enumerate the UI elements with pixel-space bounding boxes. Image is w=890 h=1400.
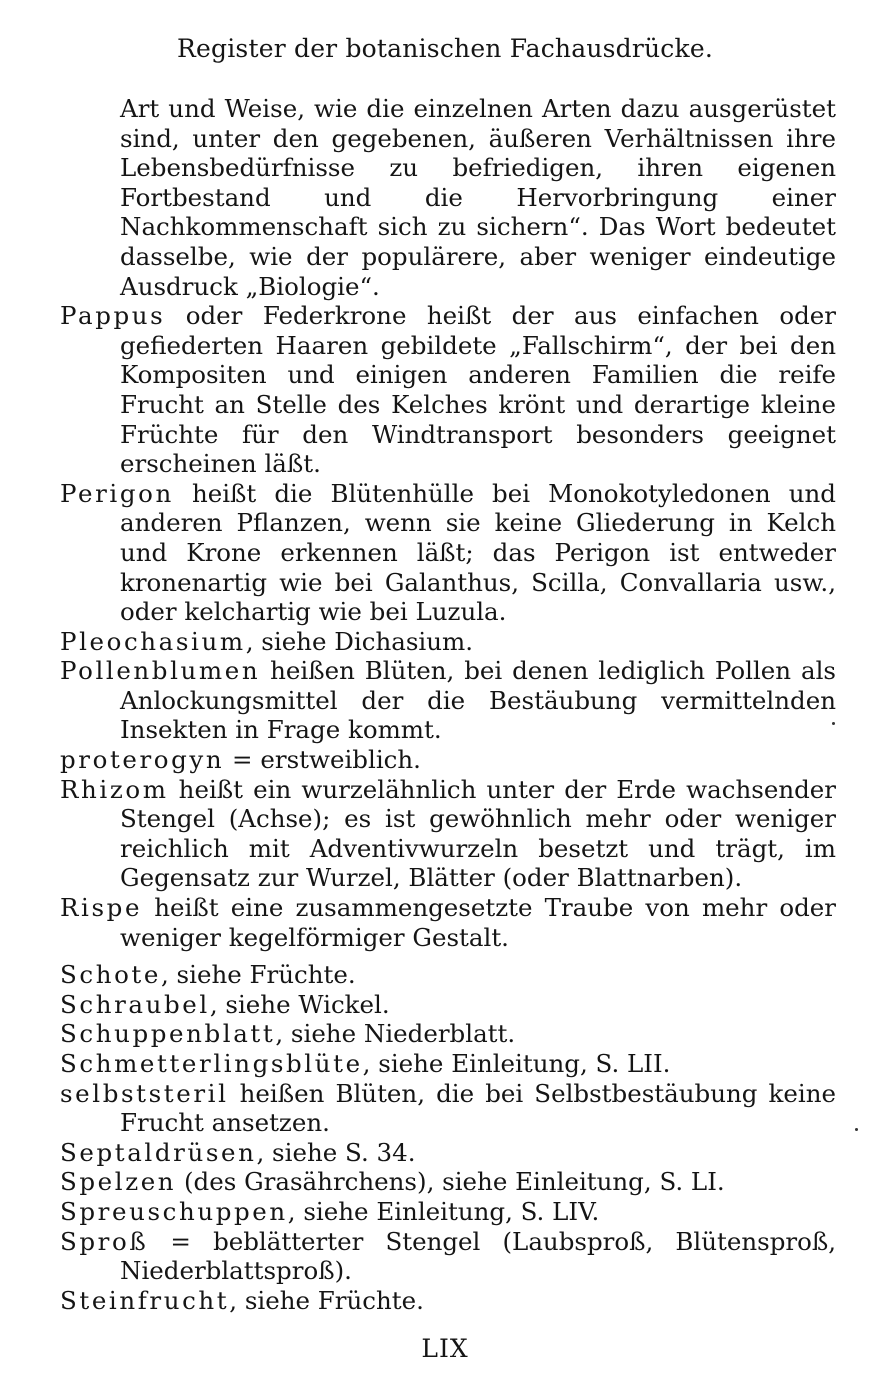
entry-text: = erstweiblich. — [224, 745, 421, 775]
page-number: LIX — [421, 1334, 469, 1363]
entry-text: , siehe Dichasium. — [245, 626, 474, 656]
running-title: Register der botanischen Fachausdrücke. — [177, 34, 713, 63]
entry-term: Pleochasium — [60, 626, 246, 656]
entry-term: Schuppenblatt — [60, 1019, 276, 1049]
entry-term: Schmetterlingsblüte — [60, 1049, 363, 1078]
entry-term: Schote — [60, 960, 161, 990]
entry-text: , siehe S. 34. — [256, 1137, 416, 1167]
entry-term: Pollenblumen — [60, 656, 261, 686]
entry-term: proterogyn — [60, 745, 225, 775]
print-speck — [855, 1128, 858, 1131]
entry-text: heißen Blüten, bei denen lediglich Pollen als Anlockungsmittel der die Bestäubung vermittelnden Insekten in Frage kommt. — [120, 656, 836, 745]
entry-text: , siehe Einleitung, S. LII. — [362, 1049, 671, 1078]
entry-text: (des Grasährchens), siehe Einleitung, S. LI. — [176, 1167, 725, 1197]
glossary-entry-schote — [60, 960, 836, 990]
glossary-entry-proterogyn — [60, 745, 836, 775]
glossary-entry-septaldruesen — [60, 1138, 836, 1168]
glossary-entry-spreuschuppen — [60, 1197, 836, 1227]
glossary-entry-selbststeril — [60, 1079, 836, 1138]
entry-term: Rhizom — [60, 774, 169, 804]
entry-text: , siehe Früchte. — [229, 1285, 424, 1315]
glossary-entry-schuppenblatt — [60, 1019, 836, 1049]
glossary-entry-spelzen — [60, 1167, 836, 1197]
glossary-entry-schraubel — [60, 990, 836, 1020]
glossary-entry-rhizom — [60, 775, 836, 893]
glossary-entry-steinfrucht — [60, 1286, 836, 1316]
entry-text: heißt ein wurzelähnlich unter der Erde wachsender Stengel (Achse); es ist gewöhnlich mehr oder weniger reichlich mit Adventivwurzeln besetzt und trägt, im Gegensatz zur Wurzel, Blätter (oder Blattnarben). — [120, 774, 836, 893]
entry-term: Spelzen — [60, 1167, 177, 1197]
glossary-entry-pollenblumen — [60, 656, 836, 745]
entry-term: Pappus — [60, 301, 166, 331]
entry-text: , siehe Einleitung, S. LIV. — [287, 1196, 600, 1226]
entry-text: heißt die Blütenhülle bei Monokotyledonen und anderen Pflanzen, wenn sie keine Gliederung in Kelch und Krone erkennen läßt; das Perigon ist entweder kronenartig wie bei Galanthus, Scilla, Convallaria usw., oder kelchartig wie bei Luzula. — [120, 478, 836, 627]
glossary-entry-pleochasium — [60, 627, 836, 657]
entry-term: Schraubel — [60, 989, 210, 1019]
glossary-body — [60, 94, 836, 1315]
entry-term: Perigon — [60, 478, 174, 508]
entry-term: Septaldrüsen — [60, 1137, 257, 1167]
entry-text: , siehe Niederblatt. — [275, 1019, 516, 1049]
entry-text: = beblätterter Stengel (Laubsproß, Blütensproß, Niederblattsproß). — [120, 1226, 836, 1286]
glossary-entry-spross — [60, 1227, 836, 1286]
glossary-entry-schmetterlingsbluete — [60, 1049, 836, 1079]
entry-text: , siehe Früchte. — [160, 960, 356, 990]
entry-text: heißt eine zusammengesetzte Traube von mehr oder weniger kegelförmiger Gestalt. — [120, 893, 836, 952]
print-speck — [832, 722, 835, 725]
glossary-entry-perigon — [60, 479, 836, 627]
entry-text: heißen Blüten, die bei Selbstbestäubung keine Frucht ansetzen. — [120, 1078, 836, 1138]
entry-term: Steinfrucht — [60, 1285, 230, 1315]
entry-text: , siehe Wickel. — [209, 989, 390, 1019]
continuation-paragraph: Art und Weise, wie die einzelnen Arten dazu ausgerüstet sind, unter den gegebenen, äußeren Verhältnissen ihre Lebensbedürfnisse zu befriedigen, ihren eigenen Fortbestand und die Hervorbringung einer Nachkommenschaft sich zu sichern“. Das Wort bedeutet dasselbe, wie der populärere, aber weniger eindeutige Ausdruck „Biologie“. — [120, 94, 836, 301]
entry-term: Rispe — [60, 893, 143, 923]
entry-term: Sproß — [60, 1226, 149, 1256]
entry-term: Spreuschuppen — [60, 1196, 288, 1226]
glossary-entry-pappus — [60, 301, 836, 479]
entry-term: selbststeril — [60, 1078, 229, 1108]
entry-text: oder Federkrone heißt der aus einfachen oder gefiederten Haaren gebildete „Fallschirm“, der bei den Kompositen und einigen anderen Familien die reife Frucht an Stelle des Kelches krönt und derartige kleine Früchte für den Windtransport besonders geeignet erscheinen läßt. — [120, 301, 836, 479]
glossary-entry-rispe — [60, 893, 836, 952]
